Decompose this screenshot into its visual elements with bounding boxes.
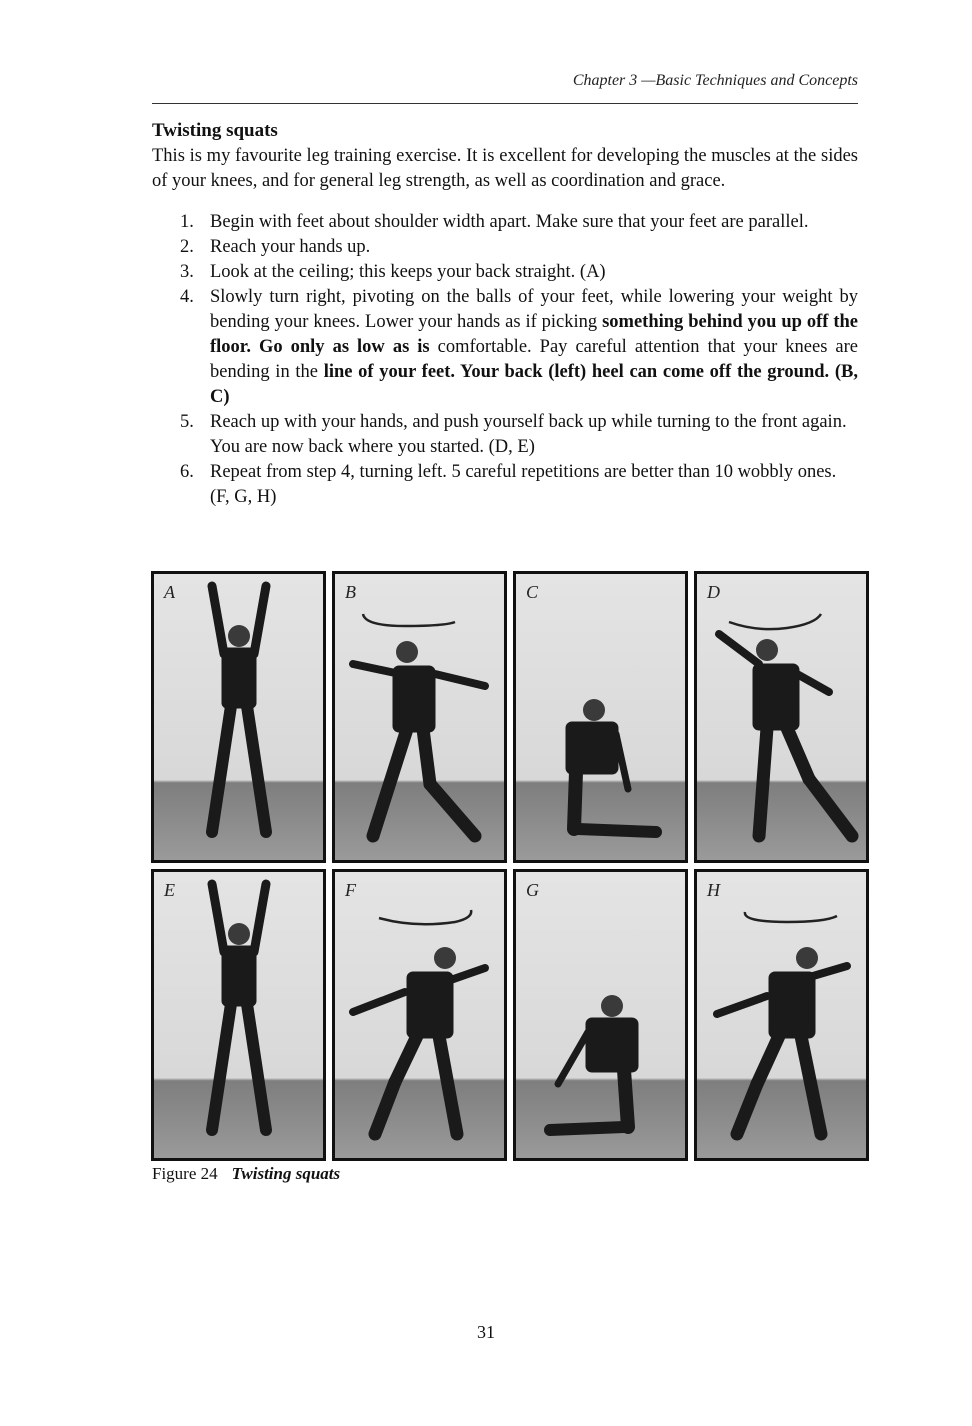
figure-returning	[697, 872, 866, 1158]
photo-panel-b	[332, 571, 507, 863]
list-item	[180, 210, 858, 235]
step-number: 6.	[180, 462, 194, 482]
running-head: Chapter 3 —Basic Techniques and Concepts	[572, 72, 858, 89]
page-number: 31	[477, 1322, 495, 1342]
step-text: Reach your hands up.	[210, 237, 371, 257]
photo-panel-f	[332, 869, 507, 1161]
panel-letter: C	[526, 582, 539, 602]
photo-panel-d	[694, 571, 869, 863]
list-item	[180, 410, 858, 460]
figure-standing-arms-up	[154, 872, 323, 1158]
step-text: Repeat from step 4, turning left. 5 careful repetitions are better than 10 wobbly ones. (F, G, H)	[210, 462, 837, 507]
step-number: 3.	[180, 262, 194, 282]
step-text: Begin with feet about shoulder width apart. Make sure that your feet are parallel.	[210, 212, 809, 232]
header-rule	[152, 103, 858, 104]
figure-caption	[152, 1164, 340, 1184]
figure-label: Figure 24	[152, 1164, 218, 1183]
list-item	[180, 460, 858, 510]
step-number: 2.	[180, 237, 194, 257]
step-text: Reach up with your hands, and push yourself back up while turning to the front again. You are now back where you started. (D, E)	[210, 412, 847, 457]
figure-title: Twisting squats	[231, 1164, 341, 1183]
panel-letter: E	[164, 880, 175, 900]
panel-letter: H	[707, 880, 720, 900]
figure-standing-arms-up	[154, 574, 323, 860]
step-bold-text: line of your feet. Your back (left) heel can come off the ground. (B, C)	[210, 362, 858, 407]
figure-low-squat	[516, 872, 685, 1158]
step-text: Slowly turn right, pivoting on the balls of your feet, while lowering your weight by bending your knees. Lower your hands as if picking	[210, 287, 858, 332]
photo-panel-a	[151, 571, 326, 863]
panel-letter: A	[164, 582, 175, 602]
step-number: 5.	[180, 412, 194, 432]
steps-list	[180, 210, 858, 510]
figure-twisting-right	[335, 574, 504, 860]
step-bold-text: something behind you up off the floor. Go only as low as is	[210, 312, 858, 357]
step-text: comfortable. Pay careful attention that your knees are bending in the	[210, 337, 859, 382]
list-item	[180, 235, 858, 260]
panel-letter: G	[526, 880, 539, 900]
photo-panel-c	[513, 571, 688, 863]
intro-paragraph: This is my favourite leg training exercise. It is excellent for developing the muscles at the sides of your knees, and for general leg strength, as well as coordination and grace.	[152, 146, 858, 191]
photo-panel-e	[151, 869, 326, 1161]
list-item	[180, 260, 858, 285]
step-number: 4.	[180, 287, 194, 307]
figure-returning	[697, 574, 866, 860]
section-title: Twisting squats	[152, 120, 278, 141]
photo-panel-h	[694, 869, 869, 1161]
step-text: Look at the ceiling; this keeps your back straight. (A)	[210, 262, 606, 282]
panel-letter: F	[345, 880, 356, 900]
main-content	[152, 118, 858, 510]
step-number: 1.	[180, 212, 194, 232]
figure-photo-grid	[151, 571, 869, 962]
list-item	[180, 285, 858, 410]
panel-letter: D	[707, 582, 720, 602]
panel-letter: B	[345, 582, 356, 602]
figure-twisting-left	[335, 872, 504, 1158]
photo-panel-g	[513, 869, 688, 1161]
figure-low-squat	[516, 574, 685, 860]
